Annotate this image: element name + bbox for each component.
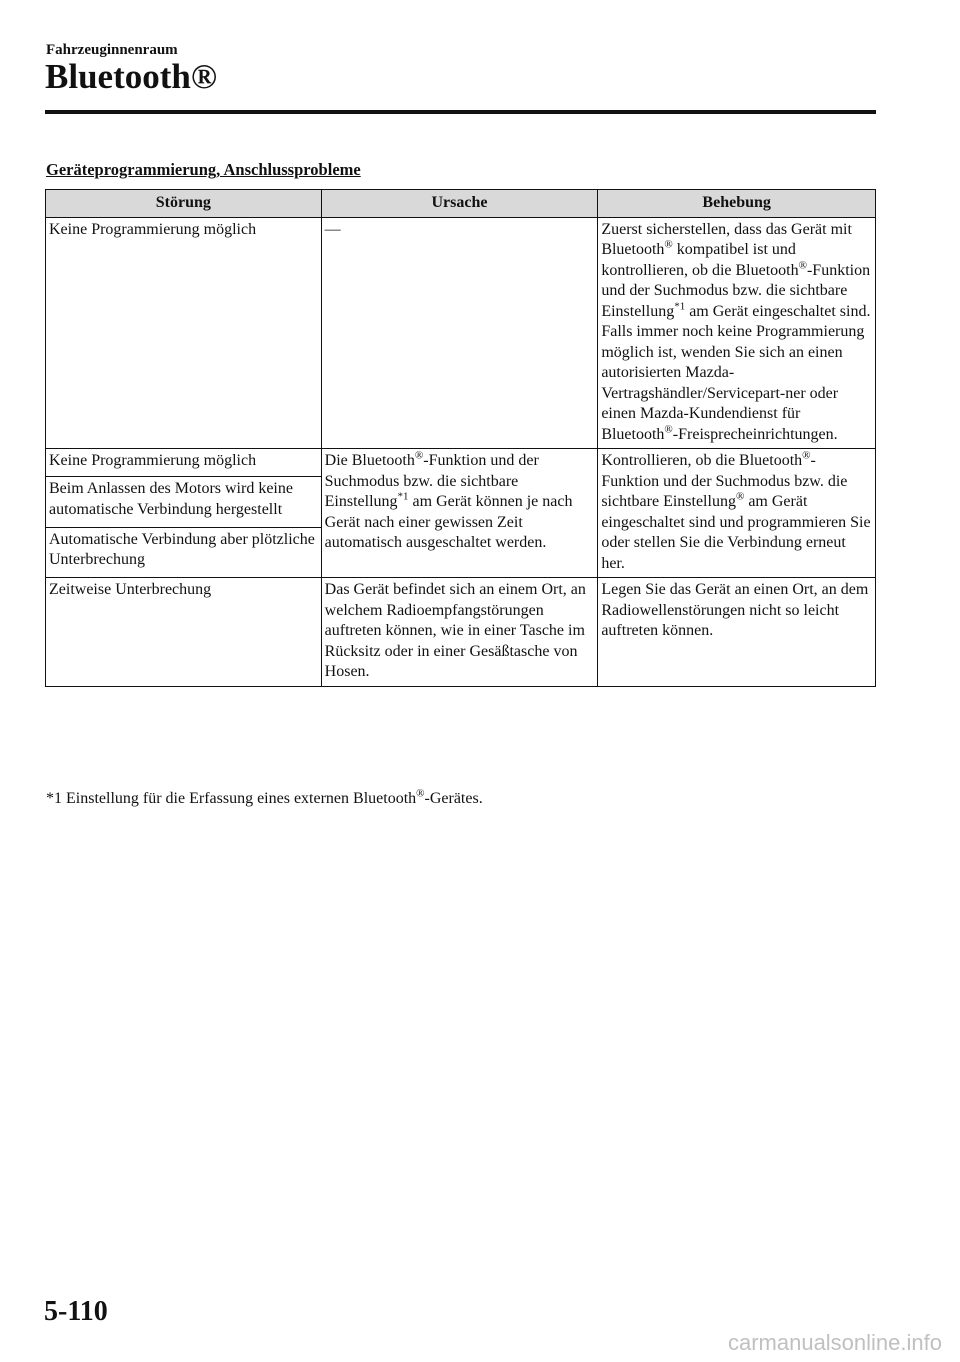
registered-mark: ® — [802, 449, 811, 462]
table-header-row — [46, 190, 876, 218]
chapter-label: Fahrzeuginnenraum — [46, 42, 178, 58]
table-row — [46, 449, 876, 477]
footnote: *1 Einstellung für die Erfassung eines externen Bluetooth®-Gerätes. — [46, 787, 483, 807]
row3-remedy: Legen Sie das Gerät an einen Ort, an dem Radiowellenstörungen nicht so leicht auftreten können. — [598, 578, 876, 687]
row2-cause: Die Bluetooth®-Funktion und der Suchmodus bzw. die sichtbare Einstellung$^{*1}$ am Gerät können je nach Gerät nach einer gewissen Zeit automatisch ausgeschaltet werden. — [321, 449, 598, 578]
registered-mark: ® — [735, 490, 745, 503]
registered-mark: ® — [416, 787, 425, 800]
registered-mark: ® — [664, 423, 673, 436]
registered-mark: ® — [664, 238, 673, 251]
page-title: Bluetooth® — [45, 57, 217, 96]
registered-mark: ® — [414, 449, 424, 462]
row2-symptom-c: Automatische Verbindung aber plötzliche Unterbrechung — [46, 527, 322, 577]
row3-symptom: Zeitweise Unterbrechung — [46, 578, 322, 687]
header-stoerung: Störung — [46, 190, 322, 218]
table-row — [46, 578, 876, 687]
section-title: Geräteprogrammierung, Anschlussprobleme — [46, 160, 361, 179]
registered-mark: ® — [798, 259, 807, 272]
header-divider — [45, 110, 876, 114]
troubleshooting-table — [45, 189, 876, 687]
watermark: carmanualsonline.info — [727, 1330, 942, 1355]
row1-remedy: Zuerst sicherstellen, dass das Gerät mit Bluetooth® kompatibel ist und kontrollieren, ob die Bluetooth®-Funktion und der Suchmodus bzw. die sichtbare Einstellung$^{*1}$ am Gerät eingeschaltet sind. Falls immer noch keine Programmierung möglich ist, wenden Sie sich an einen autorisierten Mazda-Vertragshändler/Servicepart-ner oder einen Mazda-Kundendienst für Bluetooth®-Freisprecheinrichtungen. — [598, 217, 876, 449]
row1-cause: — — [321, 217, 598, 449]
row3-cause: Das Gerät befindet sich an einem Ort, an welchem Radioempfangstörungen auftreten können, wie in einer Tasche im Rücksitz oder in einer Gesäßtasche von Hosen. — [321, 578, 598, 687]
row1-symptom: Keine Programmierung möglich — [46, 217, 322, 449]
header-behebung: Behebung — [598, 190, 876, 218]
table-row — [46, 217, 876, 449]
row2-remedy: Kontrollieren, ob die Bluetooth®-Funktion und der Suchmodus bzw. die sichtbare Einstellung® am Gerät eingeschaltet sind und programmieren Sie oder stellen Sie die Verbindung erneut her. — [598, 449, 876, 578]
page-number: 5-110 — [44, 1296, 108, 1327]
row2-symptom-a: Keine Programmierung möglich — [46, 449, 322, 477]
footnote-ref: *1 — [397, 490, 409, 503]
row2-symptom-b: Beim Anlassen des Motors wird keine automatische Verbindung hergestellt — [46, 477, 322, 527]
footnote-ref: *1 — [674, 300, 686, 313]
header-ursache: Ursache — [321, 190, 598, 218]
